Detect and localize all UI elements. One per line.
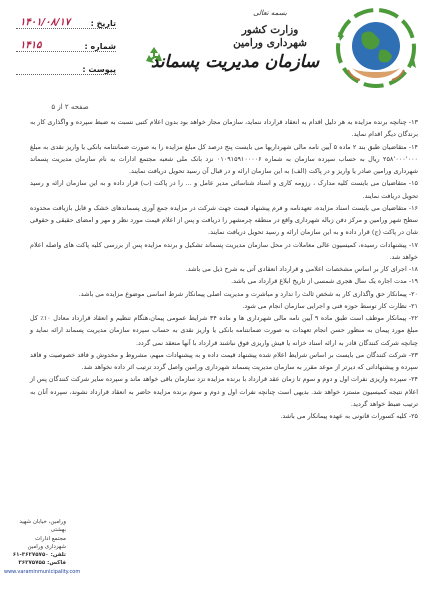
globe-hands-emblem-icon: [328, 6, 424, 96]
number-value: ۱۴۱۵: [20, 40, 42, 51]
clause-13: ۱۳- چنانچه برنده مزایده به هر دلیل اقدام به انعقاد قرارداد ننماید، سازمان مجاز خواهد بود بدون اعلام کتبی نسبت به ضبط سپرده و واگذاری کار به برندگان دیگر اقدام نماید.: [30, 118, 418, 139]
address-line: شهرداری ورامین: [27, 543, 66, 550]
clause-18: ۱۸- اجرای کار بر اساس مشخصات اعلامی و قرارداد انعقادی آتی به شرح ذیل می باشد.: [185, 265, 418, 273]
date-row: [16, 11, 116, 29]
ministry-name: وزارت کشور: [241, 24, 299, 36]
ministry-block: [218, 9, 322, 49]
page-number: صفحه ۲ از ۵: [51, 103, 89, 111]
letterhead-motto: بسمه تعالی: [253, 9, 287, 17]
clause-22: ۲۲- پیمانکار موظف است طبق ماده ۹ آیین نامه مالی شهرداری ها و ماده ۳۴ شرایط عمومی پیمان،هنگام تنظیم و انعقاد قرارداد معادل ۱۰٪ کل مبلغ مورد پیمان به منظور حسن انجام تعهدات به صورت ضمانتنامه بانکی یا واریز نقدی به حساب سپرده سازمان مدیریت پسماند ارائه نماید و چنانچه شرکت کنندگان قادر به ارائه اسناد خزانه یا فیش واریزی فوق نباشند قرارداد با آنها منعقد نمی گردد.: [30, 314, 418, 347]
document-body: [30, 116, 418, 422]
address-line: مجتمع ادارات: [35, 535, 66, 542]
clause-23: ۲۳- شرکت کنندگان می بایست بر اساس شرایط اعلام شده پیشنهاد قیمت داده و به پیشنهادات مبهم، مشروط و مخدوش و فاقد خصوصیت و فاقد سپرده و پیشنهاداتی که دیرتر از موعد مقرر به سازمان مدیریت پسماند شهرداری ورامین واصل گردد ترتیب اثر داده نخواهد شد.: [30, 350, 418, 371]
clause-24: ۲۴- سپرده واریزی نفرات اول و دوم و سوم تا زمان عقد قرارداد با برنده مزایده نزد سازمان باقی خواهد ماند و سپرده سایر شرکت کنندگان پس از اعلام نتیجه کمیسیون مسترد خواهد شد. بدیهی است چنانچه نفرات اول و دوم و سوم برنده مزایده حاضر به انعقاد قرارداد نشوند، سپرده آنان به ترتیب ضبط خواهد گردید.: [30, 375, 418, 408]
clause-17: ۱۷- پیشنهادات رسیده، کمیسیون عالی معاملات در محل سازمان مدیریت پسماند تشکیل و برنده مزایده پس از بررسی کلیه پاکت های واصله اعلام خواهد شد.: [30, 240, 418, 261]
fax-number: فاکس: ۳۶۲۷۵۷۵۵: [18, 560, 66, 567]
attachment-row: [16, 57, 116, 75]
clause-15: ۱۵- متقاضیان می بایست کلیه مدارک ، رزومه کاری و اسناد شناسائی مدیر عامل و ... را در پاکت (ب) قرار داده و به این سازمان ارائه و رسید تحویل دریافت نمایند.: [30, 179, 418, 200]
date-value: ۱۴۰۱/۰۸/۱۷: [20, 17, 71, 28]
contact-block: [4, 518, 81, 576]
clause-19: ۱۹- مدت اجاره یک سال هجری شمسی از تاریخ ابلاغ قرارداد می باشد.: [231, 277, 418, 286]
clause-16: ۱۶- متقاضیان می بایست اسناد مزایده، تعهدنامه و فرم پیشنهاد قیمت جهت شرکت در مزایده جمع آوری پسماندهای خشک و قابل بازیافت محدوده سطح شهر ورامین و مرکز دفن زباله شهرداری واقع در منطقه چرمشهر را دریافت و پس از اعلام قیمت مورد نظر و مهر و امضای حقیقی و حقوقی شان در پاکت (ج) قرار داده و به این سازمان ارائه و رسید تحویل دریافت نمایند.: [30, 203, 418, 237]
address-line: ورامین، خیابان شهید بهشتی: [19, 519, 66, 534]
letter-meta: [16, 11, 116, 80]
clause-21: ۲۱- نظارت کار توسط حوزه فنی و اجرایی سازمان انجام می شود.: [242, 301, 418, 310]
clause-20: ۲۰- پیمانکار حق واگذاری کار به شخص ثالث را ندارد و مباشرت و مدیریت اصلی پیمانکار شرط اساسی موضوع مزایده می باشد.: [78, 289, 418, 298]
clause-14: ۱۴- متقاضیان طبق بند ۲ ماده ۵ آیین نامه مالی شهرداریها می بایست پنج درصد کل مبلغ مزایده را به صورت ضمانتنامه بانکی یا واریز نقدی به مبلغ ۲۵۸٬۰۰۰٬۰۰۰ ریال به حساب سپرده سازمان به شماره ۰۱۰۹۱۵۹۱۰۰۰۰۶ نزد بانک ملی شعبه مجتمع ادارات به نام سازمان مدیریت پسماند شهرداری ورامین صادر یا واریز و در پاکت (الف) به این سازمان ارائه و در قبال آن رسید تحویل دریافت نمایند.: [30, 142, 418, 175]
clause-25: ۲۵- کلیه کسورات قانونی به عهده پیمانکار می باشد.: [280, 412, 418, 420]
number-label: شماره :: [84, 42, 116, 51]
phone-number: تلفن: ۳۶۲۷۵۷۵۰-۶۱: [12, 552, 66, 559]
website-link[interactable]: www.varaminmunicipality.com: [4, 568, 81, 575]
number-row: [16, 34, 116, 52]
date-label: تاریخ :: [90, 19, 116, 28]
municipality-name: شهرداری ورامین: [233, 37, 307, 49]
organization-title: سازمان مدیریت پسماند: [150, 52, 320, 72]
attachment-label: پیوست :: [82, 65, 116, 74]
